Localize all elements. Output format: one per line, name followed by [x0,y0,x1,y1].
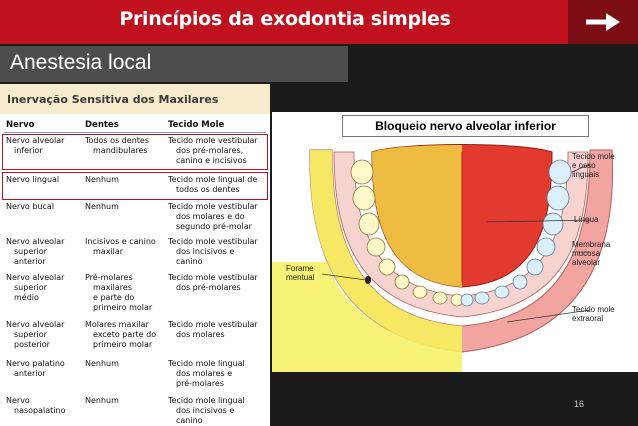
cell-dentes [85,273,165,313]
mandible-illustration [272,112,638,372]
cell-line: Nervo alveolar [6,273,65,282]
cell-line: Nenhum [85,202,119,211]
cell-line: Tecido mole vestibular [168,136,258,145]
cell-line: Pré-molares [85,273,133,282]
cell-tecido [168,237,268,267]
label-tecido-lingual: Tecido mole e osso linguais [572,152,615,179]
cell-line: segundo pré-molar [176,222,252,231]
highlight-alveolar-inferior [2,134,268,170]
cell-line: dos molares [176,330,225,339]
cell-line: dos incisivos e [176,247,235,256]
cell-dentes [85,359,165,369]
cell-line: Tecido mole vestibular [168,202,258,211]
cell-line: dos pré-molares, [176,146,244,155]
innervation-table [0,84,270,426]
cell-line: todos os dentes [176,185,240,194]
cell-line: Tecido mole lingual de [168,175,258,184]
cell-line: canino e incisivos [176,156,247,165]
cell-line: pré-molares [176,379,225,388]
cell-line: canino [176,257,203,266]
cell-line: anterior [14,257,46,266]
page-number: 16 [574,399,585,409]
cell-dentes [85,396,165,406]
cell-dentes [85,320,165,350]
table-header-divider [4,132,266,133]
cell-nervo [6,396,82,416]
cell-line: maxilares [93,283,132,292]
cell-line: superior [14,283,47,292]
cell-line: primeiro molar [93,340,153,349]
label-forame-mentual: Forame mentual [286,264,315,282]
cell-line: Tecido mole vestibular [168,237,258,246]
cell-line: superior [14,330,47,339]
cell-line: Nenhum [85,359,119,368]
cell-line: Nenhum [85,175,119,184]
cell-line: e parte do [93,293,135,302]
cell-line: dos pré-molares [176,283,241,292]
cell-line: Tecido mole vestibular [168,320,258,329]
cell-line: posterior [14,340,50,349]
label-lingua: Língua [574,215,599,224]
cell-line: superior [14,247,47,256]
cell-line: Nervo lingual [6,175,60,184]
cell-line: Tecido mole lingual [168,396,245,405]
cell-line: primeiro molar [93,303,153,312]
cell-line: exceto parte do [93,330,157,339]
cell-line: Nenhum [85,396,119,405]
table-title: Inervação Sensitiva dos Maxilares [7,93,219,106]
slide-title: Princípios da exodontia simples [119,8,451,30]
cell-line: Todos os dentes [85,136,150,145]
cell-line: dos molares e do [176,212,245,221]
cell-dentes [85,237,165,257]
next-slide-button[interactable] [568,0,638,44]
cell-line: médio [14,293,39,302]
cell-tecido [168,359,268,389]
slide-subtitle: Anestesia local [10,51,152,74]
cell-tecido [168,202,268,232]
cell-tecido [168,273,268,293]
cell-line: dos molares e [176,369,233,378]
cell-line: Tecido mole vestibular [168,273,258,282]
right-arrow-icon [568,0,638,44]
cell-line: dos incisivos e [176,406,235,415]
label-membrana-mucosa: Membrana mucosa alveolar [572,240,611,267]
cell-line: mandibulares [93,146,148,155]
cell-line: Tecido mole lingual [168,359,245,368]
cell-dentes [85,202,165,212]
cell-line: nasopalatino [14,406,66,415]
column-header-nervo: Nervo [6,120,35,130]
cell-line: Molares maxilar [85,320,149,329]
cell-nervo [6,320,82,350]
cell-line: inferior [14,146,43,155]
cell-line: Nervo alveolar [6,320,65,329]
cell-line: anterior [14,369,46,378]
cell-line: Nervo palatino [6,359,65,368]
cell-nervo [6,359,82,379]
cell-nervo [6,237,82,267]
cell-line: maxilar [93,247,124,256]
column-header-dentes: Dentes [85,120,119,130]
cell-line: Nervo alveolar [6,237,65,246]
cell-line: Incisivos e canino [85,237,156,246]
cell-tecido [168,320,268,340]
cell-line: canino [176,416,203,425]
column-header-tecido: Tecido Mole [168,120,225,130]
cell-line: Nervo alveolar [6,136,65,145]
cell-line: Nervo [6,396,30,405]
title-bar [0,0,638,44]
highlight-lingual [2,172,268,200]
figure-caption: Bloqueio nervo alveolar inferior [342,115,589,137]
cell-line: Nervo bucal [6,202,55,211]
cell-tecido [168,396,268,426]
subtitle-bar [0,46,348,82]
cell-nervo [6,202,82,212]
cell-nervo [6,273,82,303]
label-tecido-extraoral: Tecido mole extraoral [572,305,615,323]
